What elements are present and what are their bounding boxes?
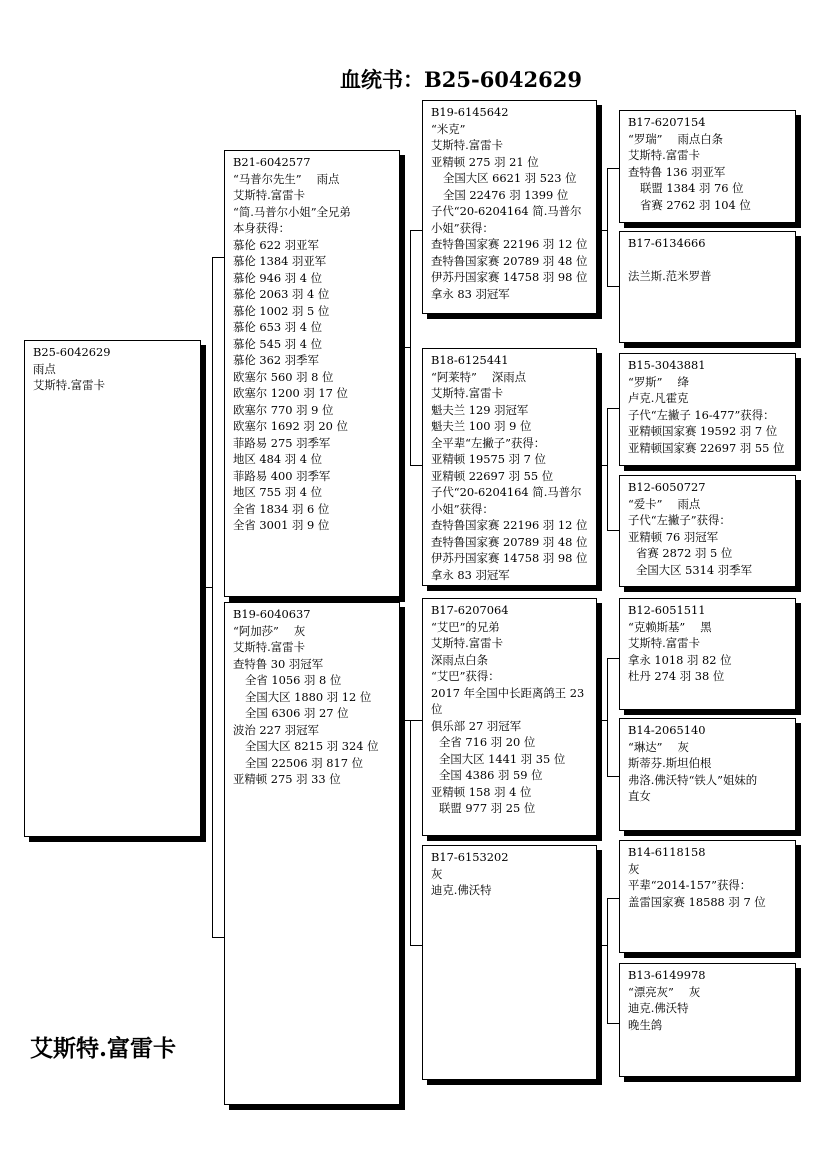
result-line: 伊苏丹国家赛 14758 羽 98 位 [431,551,588,565]
ring-number: B25-6042629 [33,345,111,359]
result-line: 慕伦 2063 羽 4 位 [233,287,330,301]
result-line: 联盟 1384 羽 76 位 [640,181,744,195]
result-line: 亚精顿 76 羽冠军 [628,529,719,544]
sire-dam-dam-box [619,475,796,587]
connector-line [597,465,607,466]
footer-breeder-name: 艾斯特.富雷卡 [30,1035,177,1062]
result-line: 盖雷国家赛 18588 羽 7 位 [628,894,766,909]
progeny-text: 子代“左撇子”获得： [628,513,731,527]
breeder-text: 艾斯特.富雷卡 [628,636,700,650]
result-line: 慕伦 622 羽亚军 [233,237,319,252]
result-line: 拿永 1018 羽 82 位 [628,652,732,667]
subject-box [24,340,201,837]
result-line: 查特鲁国家赛 20789 羽 48 位 [431,253,588,268]
breeder-text: 卢克.凡霍克 [628,391,689,405]
ring-number: B14-2065140 [628,723,706,737]
name-color-text: “阿莱特” 深雨点 [431,369,527,384]
result-line: 查特鲁国家赛 22196 羽 12 位 [431,237,588,251]
connector-line [212,257,224,258]
result-line: 全省 716 羽 20 位 [439,735,536,749]
progeny-text: 小姐”获得： [431,220,494,235]
connector-line [607,168,608,286]
breeder-text: 迪克.佛沃特 [628,1001,689,1015]
relation-text: “简.马普尔小姐”全兄弟 [233,204,351,219]
breeder-text: 艾斯特.富雷卡 [233,188,305,202]
section-label: 本身获得： [233,221,290,235]
result-line: 全国 22476 羽 1399 位 [443,187,569,202]
name-text: “米克” [431,121,466,136]
connector-line [607,286,619,287]
result-line: 杜丹 274 羽 38 位 [628,669,725,683]
ring-number: B14-6118158 [628,845,706,859]
result-line: 全国大区 1441 羽 35 位 [439,751,566,766]
name-color-text: “漂亮灰” 灰 [628,984,701,999]
dam-dam-box [422,845,597,1080]
color-text: 灰 [431,866,443,881]
result-line: 慕伦 946 羽 4 位 [233,270,323,285]
connector-line [607,658,608,776]
result-line: 慕伦 1002 羽 5 位 [233,303,330,318]
result-line: 全国 22506 羽 817 位 [245,755,364,770]
result-line: 全国大区 6621 羽 523 位 [443,171,577,185]
connector-line [410,230,422,231]
connector-line [607,898,619,899]
name-color-text: “罗斯” 绛 [628,374,689,389]
result-line: 欧塞尔 1200 羽 17 位 [233,386,348,400]
section-label: 全平辈“左撇子”获得： [431,435,546,450]
dam-sire-sire-box [619,598,796,710]
connector-line [410,465,422,466]
result-line: 省赛 2872 羽 5 位 [636,546,733,560]
progeny-text: 子代“20-6204164 简.马普尔 [431,204,582,218]
result-line: 俱乐部 27 羽冠军 [431,718,522,733]
sire-sire-box [422,100,597,314]
breeder-text: 艾斯特.富雷卡 [431,636,503,650]
result-line: 地区 755 羽 4 位 [233,485,323,499]
ring-number: B18-6125441 [431,353,509,367]
color-text: 灰 [628,861,640,876]
result-line: 魁夫兰 100 羽 9 位 [431,419,532,433]
connector-line [597,720,607,721]
breeder-text: 艾斯特.富雷卡 [431,138,503,152]
breeder-text: 艾斯特.富雷卡 [233,640,305,654]
result-line: 欧塞尔 770 羽 9 位 [233,402,334,417]
color-text: 深雨点白条 [431,652,488,667]
connector-line [607,530,619,531]
connector-line [607,776,619,777]
breeder-text: 艾斯特.富雷卡 [33,378,105,392]
connector-line [607,408,608,530]
result-line: 全国 4386 羽 59 位 [439,768,543,782]
result-line: 拿永 83 羽冠军 [431,286,510,301]
ring-number: B17-6153202 [431,850,509,864]
connector-line [607,1023,619,1024]
ring-number: B12-6051511 [628,603,706,617]
ring-number: B13-6149978 [628,968,706,982]
breeder-text: 法兰斯.范米罗普 [628,269,712,283]
result-line: 查特鲁国家赛 20789 羽 48 位 [431,534,588,549]
result-line: 欧塞尔 1692 羽 20 位 [233,419,348,433]
connector-line [200,587,212,588]
result-line: 拿永 83 羽冠军 [431,567,510,582]
connector-line [597,945,607,946]
name-color-text: “罗瑞” 雨点白条 [628,131,724,146]
color-text: 雨点 [33,361,56,376]
sibling-text: 平辈“2014-157”获得： [628,878,752,892]
result-line: 联盟 977 羽 25 位 [439,801,536,815]
result-line: 菲路易 400 羽季军 [233,468,331,483]
sire-box [224,150,400,597]
relation-text: 弗洛.佛沃特“铁人”姐妹的 [628,772,758,787]
sire-sire-dam-box [619,231,796,343]
result-line: 全国大区 1880 羽 12 位 [245,689,372,704]
result-line: 省赛 2762 羽 104 位 [640,197,751,212]
progeny-text: 子代“20-6204164 简.马普尔 [431,485,582,499]
breeder-text: 艾斯特.富雷卡 [628,148,700,162]
sire-sire-sire-box [619,110,796,223]
name-color-text: “琳达” 灰 [628,739,689,754]
connector-line [410,945,422,946]
result-line: 全国大区 5314 羽季军 [636,562,752,577]
result-line: 慕伦 653 羽 4 位 [233,320,323,334]
note-text: 晚生鸽 [628,1017,663,1032]
ring-number: B21-6042577 [233,155,311,169]
connector-line [400,347,410,348]
result-line: 亚精顿 275 羽 33 位 [233,772,341,786]
result-line: 菲路易 275 羽季军 [233,435,331,450]
name-color-text: “马普尔先生” 雨点 [233,171,340,186]
dam-sire-box [422,598,597,836]
connector-line [212,257,213,937]
relation-text: 直女 [628,789,651,803]
result-line: 欧塞尔 560 羽 8 位 [233,369,334,384]
dam-sire-dam-box [619,718,796,831]
result-line: 查特鲁国家赛 22196 羽 12 位 [431,518,588,532]
connector-line [410,720,411,945]
result-line: 慕伦 1384 羽亚军 [233,254,327,268]
result-line: 波治 227 羽冠军 [233,722,319,737]
breeder-text: 迪克.佛沃特 [431,883,492,897]
result-line: 魁夫兰 129 羽冠军 [431,402,529,417]
connector-line [410,230,411,465]
connector-line [607,408,619,409]
ring-number: B17-6134666 [628,236,706,250]
result-line: 全省 1056 羽 8 位 [245,673,342,687]
connector-line [607,898,608,1023]
breeder-text: 艾斯特.富雷卡 [431,386,503,400]
name-color-text: “克赖斯基” 黑 [628,619,712,634]
name-text: “艾巴”的兄弟 [431,619,500,634]
result-line: 亚精顿国家赛 19592 羽 7 位 [628,424,778,438]
result-line: 亚精顿 19575 羽 7 位 [431,452,546,466]
dam-dam-sire-box [619,840,796,953]
result-line: 全省 1834 羽 6 位 [233,501,330,516]
result-line: 慕伦 362 羽季军 [233,353,319,367]
sire-dam-box [422,348,597,586]
result-line: 地区 484 羽 4 位 [233,452,323,466]
result-line: 亚精顿 22697 羽 55 位 [431,468,554,483]
result-line: 亚精顿 158 羽 4 位 [431,784,532,799]
result-line: 查特鲁 136 羽亚军 [628,164,726,179]
pedigree-title: 血统书：B25-6042629 [340,67,582,92]
connector-line [410,720,422,721]
result-line: 慕伦 545 羽 4 位 [233,336,323,351]
result-line: 查特鲁 30 羽冠军 [233,656,324,671]
connector-line [400,720,410,721]
name-color-text: “爱卡” 雨点 [628,496,701,511]
connector-line [607,658,619,659]
result-line: 位 [431,702,443,716]
sire-dam-sire-box [619,353,796,466]
breeder-text: 斯蒂芬.斯坦伯根 [628,756,712,770]
result-line: 亚精顿 275 羽 21 位 [431,154,539,169]
ring-number: B15-3043881 [628,358,706,372]
progeny-text: 子代“左撇子 16-477”获得： [628,407,775,422]
name-color-text: “阿加莎” 灰 [233,623,306,638]
connector-line [212,937,224,938]
dam-dam-dam-box [619,963,796,1077]
result-line: 亚精顿国家赛 22697 羽 55 位 [628,440,785,455]
spacer-line [628,252,789,269]
ring-number: B19-6145642 [431,105,509,119]
progeny-text: 小姐”获得： [431,501,494,516]
result-line: 2017 年全国中长距离鸽王 23 [431,685,585,700]
result-line: 全国大区 8215 羽 324 位 [245,739,379,753]
result-line: 全国 6306 羽 27 位 [245,706,349,720]
connector-line [607,168,619,169]
result-line: 全省 3001 羽 9 位 [233,518,330,532]
section-label: “艾巴”获得： [431,669,500,683]
ring-number: B17-6207154 [628,115,706,129]
ring-number: B19-6040637 [233,607,311,621]
ring-number: B12-6050727 [628,480,706,494]
ring-number: B17-6207064 [431,603,509,617]
dam-box [224,602,400,1105]
connector-line [597,230,607,231]
result-line: 伊苏丹国家赛 14758 羽 98 位 [431,270,588,284]
